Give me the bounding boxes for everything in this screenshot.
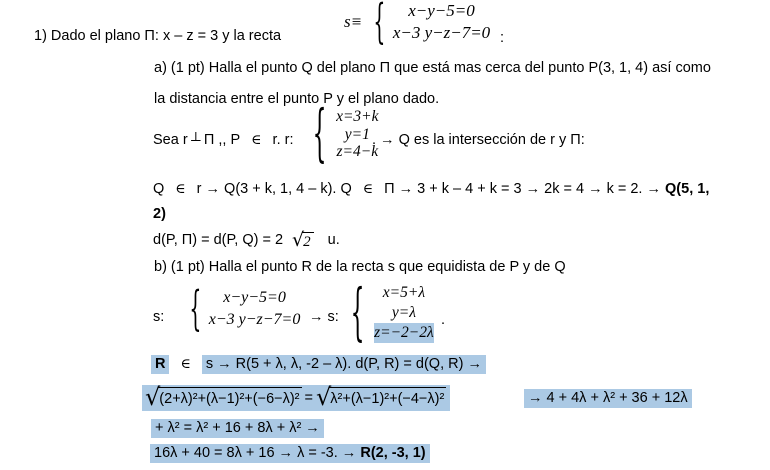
q-seg: r → Q(3 + k, 1, 4 – k). Q (196, 181, 352, 197)
distance-line (153, 229, 340, 251)
radical-sign: √ (292, 229, 305, 251)
equation: y=λ (391, 304, 416, 321)
q-result-continuation: 2) (153, 206, 166, 222)
brace-left: { (373, 0, 386, 49)
r-solution-line (151, 356, 486, 372)
sqrt-right (315, 383, 446, 411)
sqrt-left (145, 383, 302, 411)
element-of-symbol: ∈ (251, 132, 262, 148)
line-sea-r (153, 130, 294, 148)
s-label: s: (153, 309, 165, 325)
element-of-symbol: ∈ (180, 356, 191, 372)
sqrt-tail-highlighted: → 4 + 4λ + λ² + 36 + 12λ (524, 389, 692, 408)
sqrt-equation (142, 385, 450, 411)
final-seg: 16λ + 40 = 8λ + 16 → λ = -3. → (154, 445, 361, 461)
equation: z=4−k (336, 143, 379, 160)
distance-prefix: d(P, Π) = d(P, Q) = 2 (153, 232, 284, 248)
equation: x=5+λ (382, 284, 426, 301)
equation: x−y−5=0 (408, 1, 475, 20)
sea-prefix: Sea r (153, 132, 188, 148)
r-seg-highlighted: R (151, 355, 169, 374)
element-of-symbol: ∈ (175, 181, 186, 197)
brace-left: { (312, 98, 327, 170)
distance-units: u. (327, 232, 340, 248)
s-parametric-system (341, 277, 434, 349)
equation: x−3 y−z−7=0 (392, 23, 491, 42)
equals-sign: = (304, 390, 313, 406)
s-equiv-label: s≡ (344, 12, 363, 31)
part-a-statement-1: a) (1 pt) Halla el punto Q del plano Π que está mas cerca del punto P(3, 1, 4) así como (154, 60, 711, 76)
sea-suffix: r. r: (272, 132, 294, 148)
r-seg-highlighted: s → R(5 + λ, λ, -2 – λ). d(P, R) = d(Q, R) → (202, 355, 486, 374)
problem-intro: 1) Dado el plano Π: x – z = 3 y la recta (34, 28, 282, 44)
colon-after-system: : (500, 30, 505, 46)
brace-left: { (350, 277, 365, 349)
s-implicit-system (182, 281, 301, 336)
sqrt-2 (292, 229, 314, 251)
radical-sign: √ (145, 383, 161, 411)
after-r-system: . → Q es la intersección de r y Π: (372, 132, 585, 148)
equation: x−3 y−z−7=0 (208, 311, 301, 328)
q-result-bold: Q(5, 1, (665, 181, 710, 197)
radical-sign: √ (315, 383, 332, 411)
equation: x−y−5=0 (223, 289, 286, 306)
radicand: λ²+(λ−1)²+(−4−λ)² (329, 387, 446, 408)
final-result-bold: R(2, -3, 1) (360, 445, 426, 461)
arrow-s-label: → s: (309, 309, 339, 325)
expansion-line-highlighted: + λ² = λ² + 16 + 8λ + λ² → (151, 419, 324, 438)
radicand: (2+λ)²+(λ−1)²+(−6−λ)² (158, 387, 301, 408)
final-line-highlighted (150, 444, 430, 463)
perpendicular-symbol: ⊥ (189, 130, 202, 145)
line-s-definition (344, 0, 491, 49)
brace-left: { (189, 281, 202, 336)
equation: y=1 (344, 125, 370, 143)
equation: x=3+k (336, 108, 379, 125)
part-a-statement-2: la distancia entre el punto P y el plano dado. (154, 91, 440, 107)
radicand: 2 (302, 232, 314, 249)
period-after-system: . (441, 312, 446, 328)
sea-mid: Π ,, P (203, 132, 241, 148)
q-solution-line (153, 181, 709, 197)
q-seg: Π → 3 + k – 4 + k = 3 → 2k = 4 → k = 2. → (384, 181, 666, 197)
element-of-symbol: ∈ (362, 181, 374, 197)
part-b-statement: b) (1 pt) Halla el punto R de la recta s que equidista de P y de Q (154, 259, 566, 275)
q-seg: Q (153, 181, 165, 197)
equation-highlighted: z=−2−2λ (374, 324, 434, 341)
r-parametric-system (303, 98, 379, 170)
s-definition-system (393, 0, 490, 44)
